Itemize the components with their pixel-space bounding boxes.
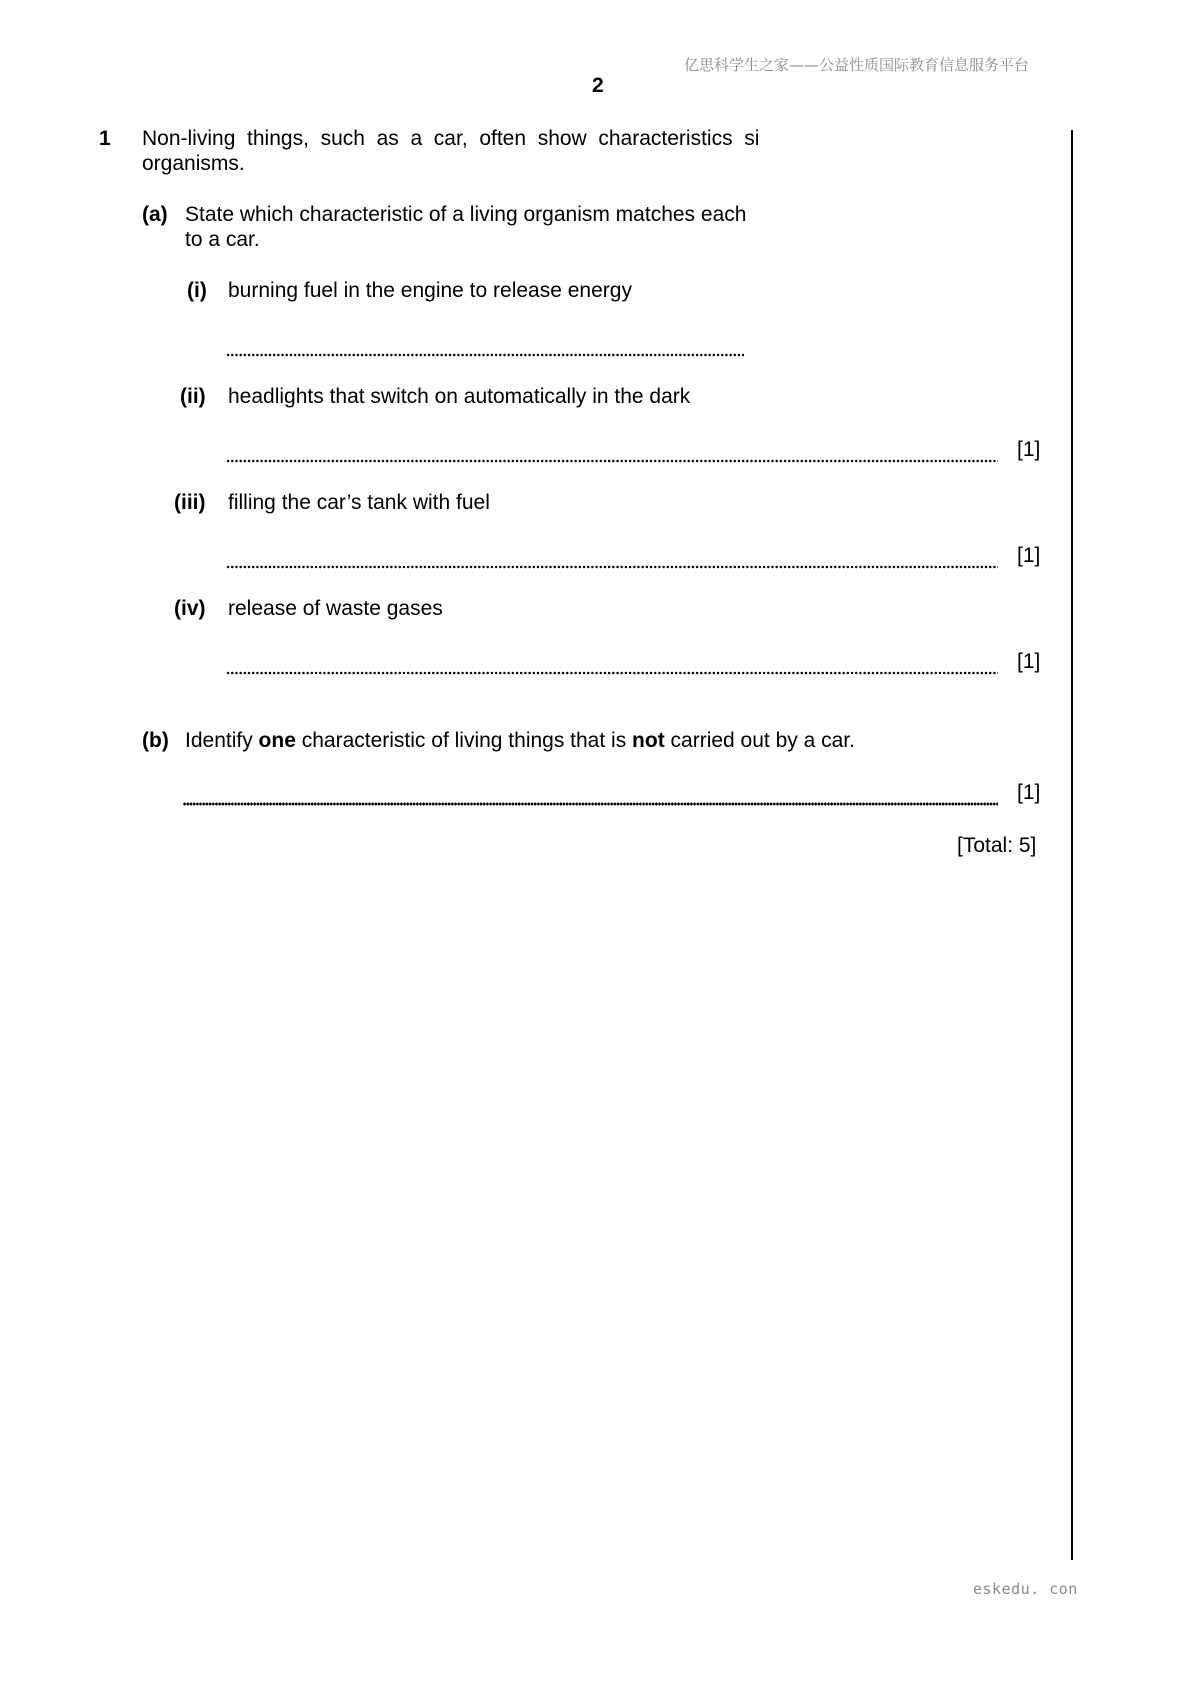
part-a-label: (a): [142, 203, 168, 226]
item-i-text: burning fuel in the engine to release energy: [228, 279, 632, 302]
mark-iii: [1]: [1017, 544, 1041, 567]
question-number: 1: [99, 127, 111, 150]
mark-b: [1]: [1017, 781, 1041, 804]
question-stem-line2: organisms.: [142, 152, 245, 175]
page-number: 2: [592, 74, 604, 97]
watermark-footer: eskedu. con: [973, 1580, 1078, 1598]
answer-line-i[interactable]: [226, 353, 744, 357]
item-iii-text: filling the car’s tank with fuel: [228, 491, 490, 514]
answer-line-iv[interactable]: [226, 671, 998, 675]
question-stem-line1: Non-living things, such as a car, often show characteristics si: [142, 127, 760, 150]
mark-iv: [1]: [1017, 650, 1041, 673]
answer-line-iii[interactable]: [226, 565, 998, 569]
part-b-label: (b): [142, 729, 169, 752]
part-a-text-line1: State which characteristic of a living organism matches each: [185, 203, 747, 226]
part-b-text-3: carried out by a car.: [664, 729, 855, 752]
item-ii-label: (ii): [180, 385, 206, 408]
part-b-emphasis-not: not: [632, 729, 665, 752]
item-ii-text: headlights that switch on automatically in the dark: [228, 385, 691, 408]
margin-rule: [1071, 130, 1073, 1560]
part-b-text: [185, 729, 855, 753]
watermark-header: 亿思科学生之家——公益性质国际教育信息服务平台: [684, 56, 1030, 74]
item-iv-label: (iv): [174, 597, 206, 620]
part-b-text-2: characteristic of living things that is: [295, 729, 633, 752]
item-iii-label: (iii): [174, 491, 206, 514]
part-b-emphasis-one: one: [258, 729, 296, 752]
part-b-text-1: Identify: [185, 729, 259, 752]
answer-line-b[interactable]: [183, 802, 998, 806]
total-marks: [Total: 5]: [957, 834, 1037, 857]
mark-ii: [1]: [1017, 438, 1041, 461]
item-i-label: (i): [187, 279, 207, 302]
answer-line-ii[interactable]: [226, 459, 998, 463]
part-a-text-line2: to a car.: [185, 228, 260, 251]
item-iv-text: release of waste gases: [228, 597, 443, 620]
